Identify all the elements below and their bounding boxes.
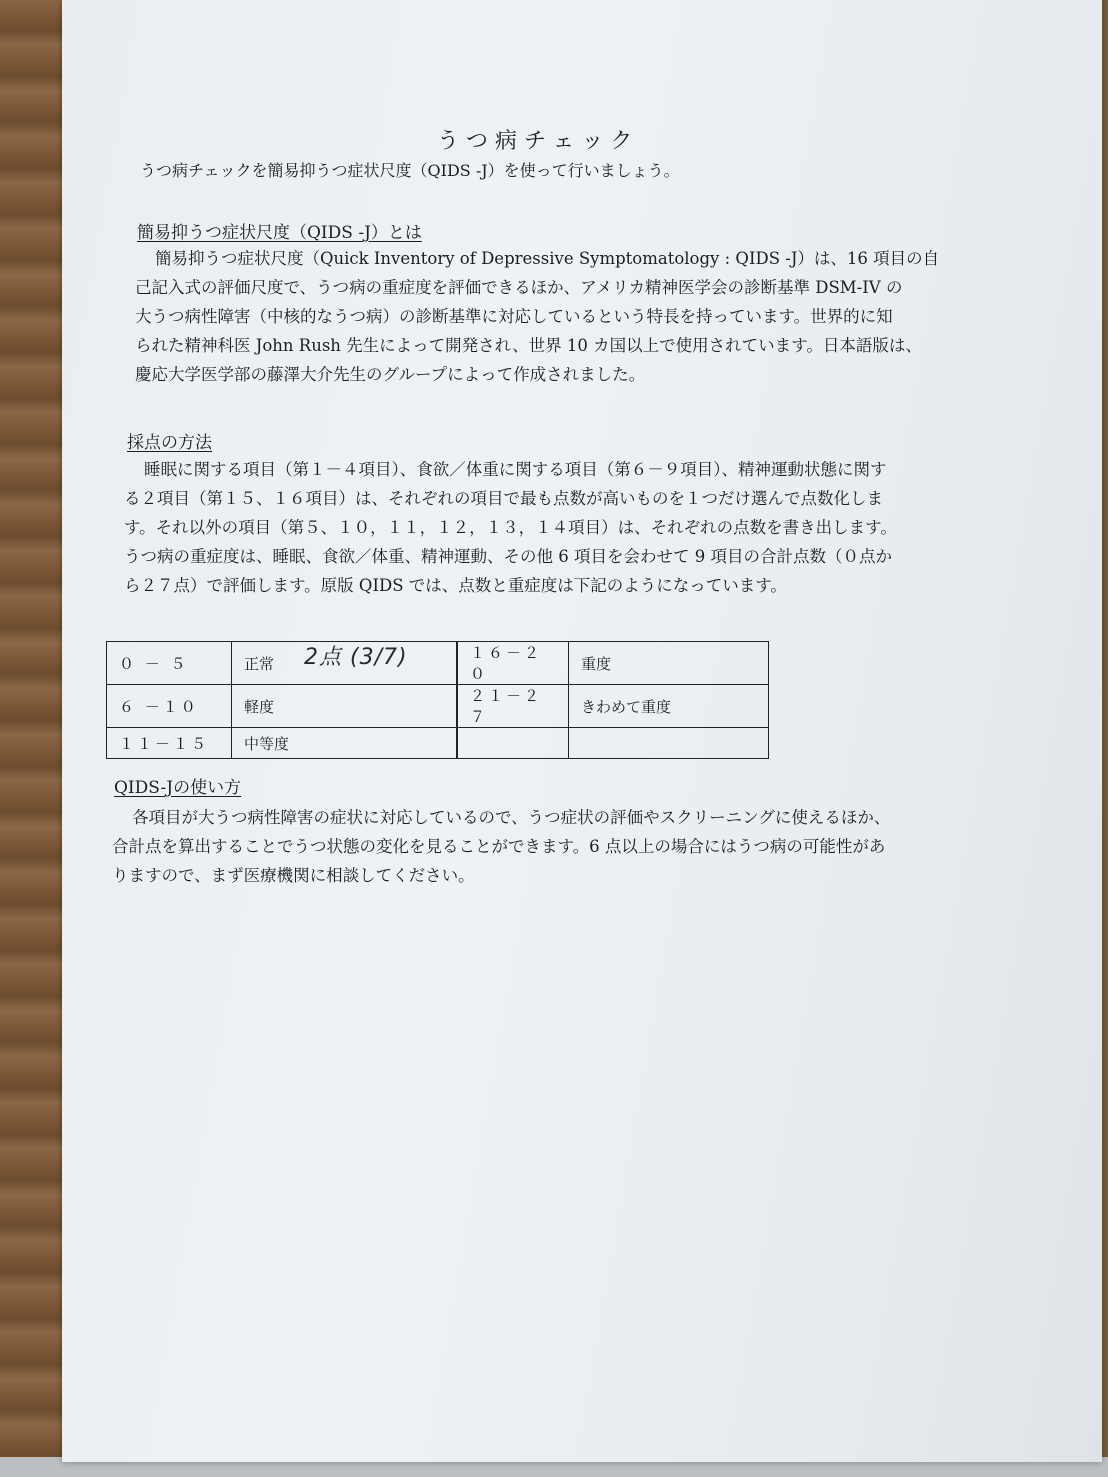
severity-label [569, 728, 769, 759]
severity-score-table [106, 641, 769, 759]
paragraph-line: 己記入式の評価尺度で、うつ病の重症度を評価できるほか、アメリカ精神医学会の診断基準 DSM-IV の [135, 278, 903, 297]
paragraph-line: る２項目（第１５、１６項目）は、それぞれの項目で最も点数が高いものを１つだけ選んで点数化しま [124, 489, 883, 508]
paragraph-line: うつ病の重症度は、睡眠、食欲／体重、精神運動、その他 6 項目を会わせて 9 項目の合計点数（０点か [124, 547, 892, 566]
severity-label: 重度 [569, 642, 769, 685]
paragraph-line: 大うつ病性障害（中核的なうつ病）の診断基準に対応しているという特長を持っています。世界的に知 [135, 307, 893, 326]
severity-label: 中等度 [232, 728, 457, 759]
score-range: ６ －１０ [107, 685, 232, 728]
severity-label: 軽度 [232, 685, 457, 728]
paragraph-line: ら２７点）で評価します。原版 QIDS では、点数と重症度は下記のようになっています。 [124, 576, 787, 595]
wooden-table-background [0, 0, 70, 1477]
paragraph-line: 睡眠に関する項目（第１－４項目）、食欲／体重に関する項目（第６－９項目）、精神運動状態に関す [144, 460, 887, 479]
table-row [107, 728, 769, 759]
score-range: ２１－２７ [458, 685, 569, 728]
section-heading-qids: 簡易抑うつ症状尺度（QIDS -J）とは [137, 223, 422, 243]
paragraph-line: 慶応大学医学部の藤澤大介先生のグループによって作成されました。 [135, 365, 646, 384]
handwritten-note: 2点 (3/7) [304, 645, 408, 670]
paragraph-line: 各項目が大うつ病性障害の症状に対応しているので、うつ症状の評価やスクリーニングに使えるほか、 [132, 808, 891, 827]
section-usage-paragraph [112, 803, 890, 890]
paragraph-line: す。それ以外の項目（第５、１０，１１，１２，１３，１４項目）は、それぞれの点数を書き出します。 [124, 518, 897, 537]
paragraph-line: られた精神科医 John Rush 先生によって開発され、世界 10 カ国以上で使用されています。日本語版は、 [135, 336, 922, 355]
section-heading-usage: QIDS-Jの使い方 [114, 778, 242, 798]
paragraph-line: りますので、まず医療機関に相談してください。 [112, 866, 475, 885]
section-scoring-paragraph [124, 455, 897, 600]
table-row [107, 642, 769, 685]
section-heading-scoring: 採点の方法 [127, 433, 212, 453]
paragraph-line: 合計点を算出することでうつ状態の変化を見ることができます。6 点以上の場合にはうつ病の可能性があ [112, 837, 886, 856]
score-range: １１－１５ [107, 728, 232, 759]
score-range: １６－２０ [458, 642, 569, 685]
severity-cell [232, 642, 457, 685]
severity-label: きわめて重度 [569, 685, 769, 728]
document-title: うつ病チェック [437, 129, 640, 154]
score-range: ０ － ５ [107, 642, 232, 685]
score-range [458, 728, 569, 759]
table-row [107, 685, 769, 728]
severity-label: 正常 [244, 654, 275, 673]
paragraph-line: 簡易抑うつ症状尺度（Quick Inventory of Depressive Symptomatology : QIDS -J）は、16 項目の自 [155, 249, 940, 268]
section-qids-paragraph [135, 244, 939, 389]
intro-text: うつ病チェックを簡易抑うつ症状尺度（QIDS -J）を使って行いましょう。 [140, 161, 680, 180]
document-page [62, 0, 1102, 1462]
